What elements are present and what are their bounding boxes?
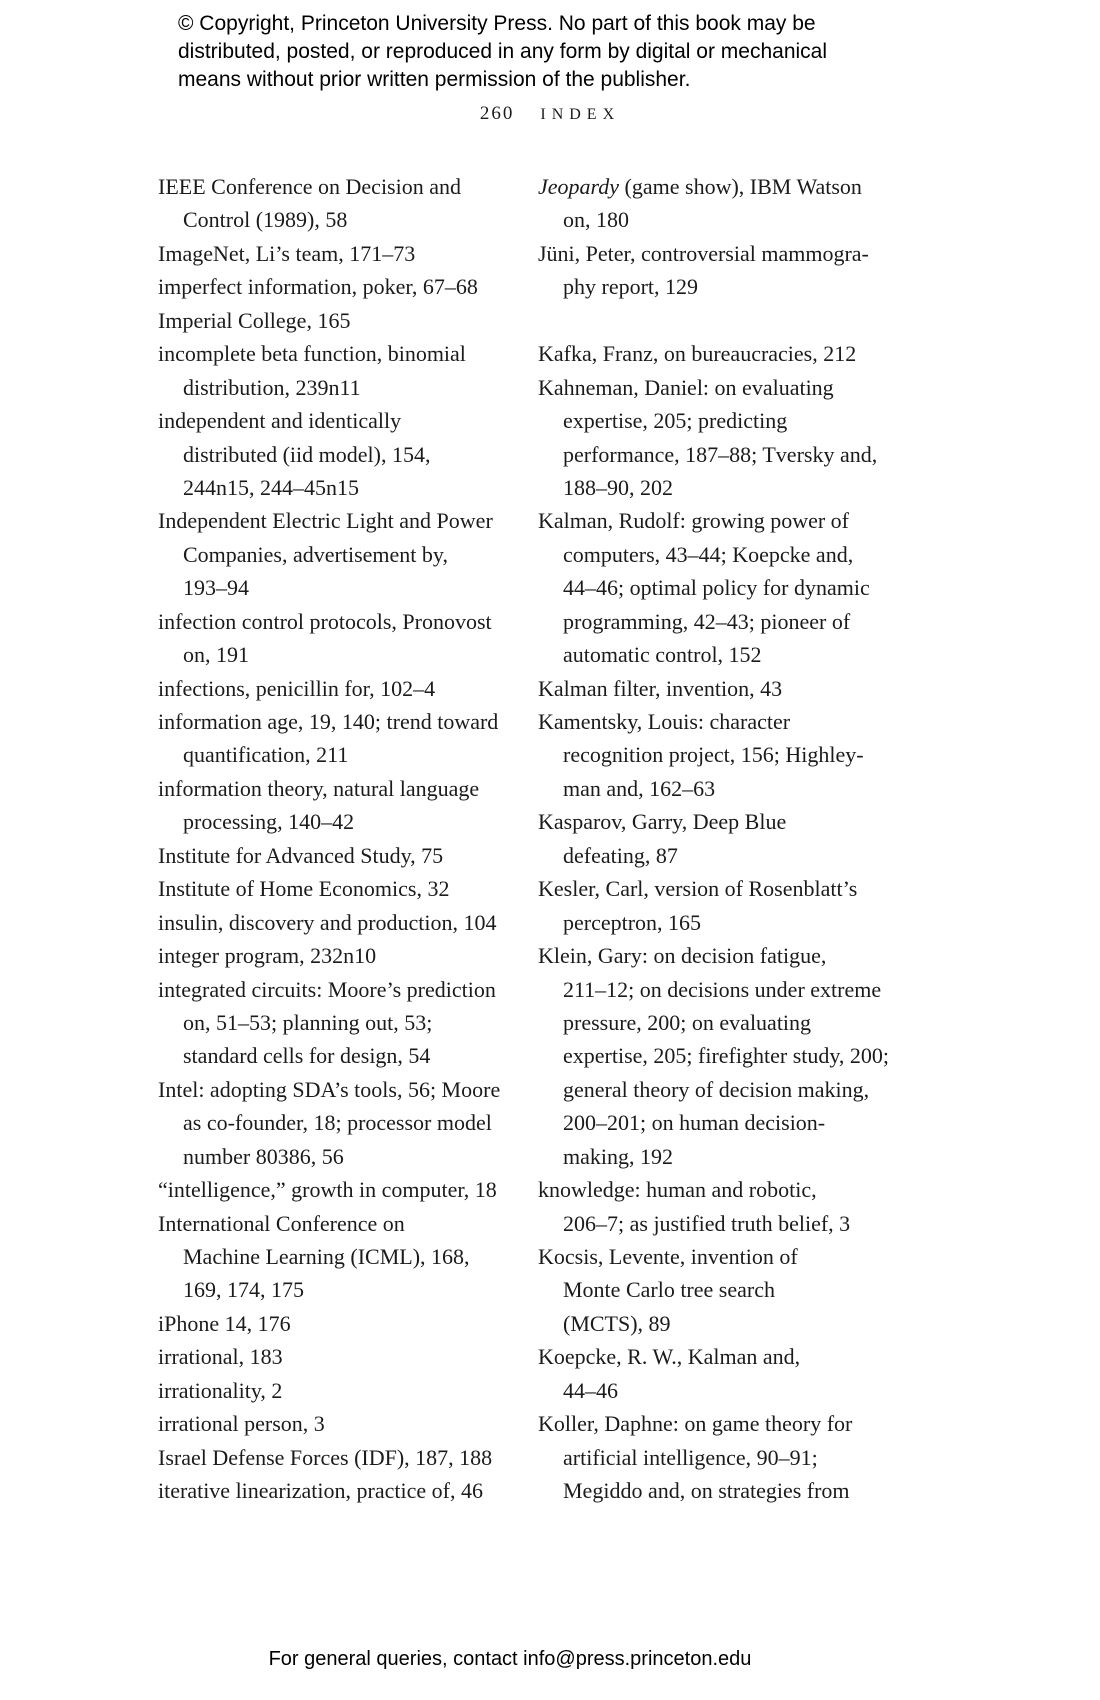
- index-line: Imperial College, 165: [158, 307, 351, 333]
- index-line: irrationality, 2: [158, 1377, 283, 1403]
- index-line: Koller, Daphne: on game theory for: [538, 1411, 853, 1437]
- index-line: Kamentsky, Louis: character: [538, 709, 791, 734]
- index-line: iPhone 14, 176: [158, 1310, 291, 1336]
- index-line: automatic control, 152: [563, 642, 762, 668]
- index-line: artificial intelligence, 90–91;: [563, 1444, 818, 1470]
- index-line: Companies, advertisement by,: [183, 541, 448, 567]
- index-line: Monte Carlo tree search: [563, 1277, 775, 1303]
- index-line: distribution, 239n11: [183, 374, 361, 400]
- index-line: 44–46; optimal policy for dynamic: [563, 575, 870, 601]
- index-line: Jüni, Peter, controversial mammogra-: [538, 240, 869, 266]
- index-line: Kasparov, Garry, Deep Blue: [538, 809, 787, 835]
- index-line: irrational, 183: [158, 1344, 283, 1370]
- index-line: Kalman, Rudolf: growing power of: [538, 508, 849, 534]
- index-line: as co-founder, 18; processor model: [183, 1110, 492, 1136]
- index-line: general theory of decision making,: [563, 1076, 870, 1102]
- index-line: IEEE Conference on Decision and: [158, 174, 461, 199]
- index-line: International Conference on: [158, 1210, 405, 1236]
- index-line: infection control protocols, Pronovost: [158, 608, 492, 634]
- index-line: Kalman filter, invention, 43: [538, 675, 783, 701]
- index-line: (MCTS), 89: [563, 1310, 671, 1336]
- index-line: recognition project, 156; Highley-: [563, 742, 864, 768]
- index-line: irrational person, 3: [158, 1411, 325, 1437]
- index-line: programming, 42–43; pioneer of: [563, 608, 851, 634]
- index-line: infections, penicillin for, 102–4: [158, 675, 436, 701]
- index-line: Intel: adopting SDA’s tools, 56; Moore: [158, 1076, 501, 1102]
- index-line: knowledge: human and robotic,: [538, 1177, 817, 1203]
- index-line: Kafka, Franz, on bureaucracies, 212: [538, 341, 857, 367]
- queries-footer: For general queries, contact info@press.princeton.edu: [268, 1648, 752, 1670]
- index-line: number 80386, 56: [183, 1143, 344, 1169]
- index-line: defeating, 87: [563, 842, 678, 868]
- index-line: on, 191: [183, 642, 249, 668]
- index-left-column: [158, 170, 538, 1508]
- section-title: INDEX: [540, 106, 621, 123]
- index-line: iterative linearization, practice of, 46: [158, 1478, 483, 1504]
- index-line: Kesler, Carl, version of Rosenblatt’s: [538, 876, 858, 902]
- index-line: Israel Defense Forces (IDF), 187, 188: [158, 1444, 493, 1470]
- index-line: 206–7; as justified truth belief, 3: [563, 1210, 851, 1236]
- index-line: Megiddo and, on strategies from: [563, 1478, 850, 1504]
- running-head: [0, 103, 1100, 125]
- index-line: perceptron, 165: [563, 909, 702, 935]
- index-line: Kocsis, Levente, invention of: [538, 1244, 798, 1269]
- index-line: Jeopardy (game show), IBM Watson: [538, 174, 862, 199]
- index-line: on, 51–53; planning out, 53;: [183, 1009, 433, 1035]
- index-line: 193–94: [183, 575, 249, 601]
- index-line: 200–201; on human decision-: [563, 1110, 826, 1136]
- copyright-line: distributed, posted, or reproduced in any form by digital or mechanical: [178, 40, 828, 63]
- index-line: processing, 140–42: [183, 809, 355, 835]
- index-line: insulin, discovery and production, 104: [158, 909, 497, 935]
- index-line: imperfect information, poker, 67–68: [158, 274, 478, 300]
- index-line: information theory, natural language: [158, 775, 480, 801]
- index-line: 169, 174, 175: [183, 1277, 304, 1303]
- index-blank-line: [538, 304, 918, 337]
- index-line: independent and identically: [158, 408, 402, 434]
- index-line: Control (1989), 58: [183, 207, 348, 233]
- index-line: 188–90, 202: [563, 474, 673, 500]
- index-line: Independent Electric Light and Power: [158, 508, 493, 534]
- copyright-notice: [178, 10, 827, 94]
- index-line: integer program, 232n10: [158, 943, 377, 969]
- index-line: Institute for Advanced Study, 75: [158, 842, 444, 868]
- page-number: 260: [479, 103, 515, 124]
- index-line: “intelligence,” growth in computer, 18: [158, 1177, 497, 1203]
- index-line: distributed (iid model), 154,: [183, 441, 431, 467]
- index-line: performance, 187–88; Tversky and,: [563, 441, 878, 467]
- index-line: information age, 19, 140; trend toward: [158, 709, 499, 734]
- index-line: Klein, Gary: on decision fatigue,: [538, 943, 827, 969]
- index-line: 211–12; on decisions under extreme: [563, 976, 882, 1002]
- index-line: making, 192: [563, 1143, 673, 1169]
- index-line: pressure, 200; on evaluating: [563, 1009, 812, 1035]
- copyright-line: © Copyright, Princeton University Press. No part of this book may be: [178, 12, 816, 35]
- index-line: Institute of Home Economics, 32: [158, 876, 450, 902]
- index-right-column: [538, 170, 918, 1508]
- index-line: quantification, 211: [183, 742, 349, 768]
- index-line: 244n15, 244–45n15: [183, 474, 359, 500]
- index-line: incomplete beta function, binomial: [158, 341, 466, 367]
- index-line: on, 180: [563, 207, 629, 233]
- index-line: computers, 43–44; Koepcke and,: [563, 541, 854, 567]
- index-line: Koepcke, R. W., Kalman and,: [538, 1344, 801, 1370]
- index-line: man and, 162–63: [563, 775, 716, 801]
- index-line: Kahneman, Daniel: on evaluating: [538, 374, 834, 400]
- index-line: expertise, 205; predicting: [563, 408, 788, 434]
- index-line: standard cells for design, 54: [183, 1043, 431, 1069]
- index-line: expertise, 205; firefighter study, 200;: [563, 1043, 890, 1069]
- index-line: integrated circuits: Moore’s prediction: [158, 976, 496, 1002]
- index-line: ImageNet, Li’s team, 171–73: [158, 240, 416, 266]
- copyright-line: means without prior written permission of the publisher.: [178, 68, 691, 91]
- index-line: Machine Learning (ICML), 168,: [183, 1244, 470, 1269]
- index-line: 44–46: [563, 1377, 618, 1403]
- index-line: phy report, 129: [563, 274, 699, 300]
